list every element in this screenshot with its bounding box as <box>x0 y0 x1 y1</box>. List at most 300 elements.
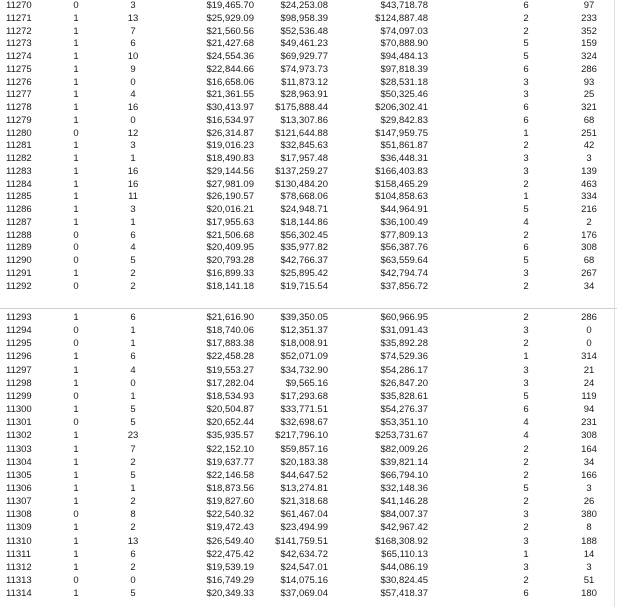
table-cell[interactable]: $13,307.86 <box>280 114 328 126</box>
table-cell[interactable]: 1 <box>130 325 136 337</box>
table-cell[interactable]: 0 <box>73 229 79 241</box>
table-cell[interactable]: 11294 <box>6 325 32 337</box>
table-cell[interactable]: $29,842.83 <box>380 114 428 126</box>
table-cell[interactable]: $18,144.86 <box>280 216 328 228</box>
table-cell[interactable]: 463 <box>581 178 597 190</box>
table-cell[interactable]: 6 <box>523 242 529 254</box>
table-cell[interactable]: $24,547.01 <box>280 561 328 573</box>
table-cell[interactable]: 1 <box>73 51 79 62</box>
table-cell[interactable]: $35,977.82 <box>280 242 328 254</box>
table-cell[interactable]: 3 <box>586 482 592 494</box>
table-cell[interactable]: $121,644.88 <box>275 127 328 139</box>
table-cell[interactable]: 11314 <box>6 588 32 600</box>
table-cell[interactable]: 3 <box>586 153 592 164</box>
table-cell[interactable]: $253,731.67 <box>375 430 428 442</box>
table-cell[interactable]: $137,259.27 <box>275 165 328 177</box>
table-cell[interactable]: $26,314.87 <box>206 127 254 139</box>
table-cell[interactable]: $158,465.29 <box>375 178 428 190</box>
table-cell[interactable]: $26,847.20 <box>380 377 428 389</box>
table-cell[interactable]: 0 <box>586 338 592 350</box>
table-cell[interactable]: $78,668.06 <box>280 191 328 203</box>
table-cell[interactable]: 159 <box>581 38 597 50</box>
table-cell[interactable]: 286 <box>581 63 597 75</box>
table-cell[interactable]: 2 <box>523 496 529 508</box>
table-cell[interactable]: 5 <box>523 204 529 215</box>
table-cell[interactable]: $41,146.28 <box>380 496 428 508</box>
table-cell[interactable]: 6 <box>523 0 529 11</box>
table-cell[interactable]: 8 <box>586 522 592 534</box>
table-cell[interactable]: 4 <box>130 364 136 376</box>
table-cell[interactable]: 11275 <box>6 63 32 75</box>
table-cell[interactable]: 2 <box>130 267 136 279</box>
table-cell[interactable]: 3 <box>130 204 136 215</box>
table-cell[interactable]: $18,873.56 <box>206 482 254 494</box>
table-cell[interactable]: 1 <box>73 351 79 363</box>
table-cell[interactable]: $30,824.45 <box>380 575 428 586</box>
table-cell[interactable]: $39,350.05 <box>280 312 328 323</box>
table-cell[interactable]: 139 <box>581 165 597 177</box>
table-cell[interactable]: $20,016.21 <box>206 204 254 215</box>
table-cell[interactable]: 3 <box>523 509 529 521</box>
table-cell[interactable]: $70,888.90 <box>380 38 428 50</box>
table-cell[interactable]: 1 <box>523 127 529 139</box>
table-cell[interactable]: 11271 <box>6 12 32 24</box>
table-cell[interactable]: 5 <box>130 469 136 481</box>
table-cell[interactable]: 1 <box>73 76 79 88</box>
table-cell[interactable]: 0 <box>130 575 136 586</box>
table-cell[interactable]: 11291 <box>6 267 32 279</box>
table-cell[interactable]: $66,794.10 <box>380 469 428 481</box>
table-cell[interactable]: 11311 <box>6 548 32 560</box>
table-cell[interactable]: 11281 <box>6 140 32 152</box>
table-cell[interactable]: 11274 <box>6 51 32 62</box>
table-cell[interactable]: $44,086.19 <box>380 561 428 573</box>
table-cell[interactable]: $21,616.90 <box>206 312 254 323</box>
table-cell[interactable]: 2 <box>523 522 529 534</box>
table-cell[interactable]: $12,351.37 <box>280 325 328 337</box>
table-cell[interactable]: 8 <box>130 509 136 521</box>
table-cell[interactable]: $26,190.57 <box>206 191 254 203</box>
table-cell[interactable]: 1 <box>73 443 79 455</box>
table-cell[interactable]: 7 <box>130 25 136 37</box>
table-cell[interactable]: 2 <box>523 140 529 152</box>
table-cell[interactable]: 13 <box>127 535 139 547</box>
table-cell[interactable]: 2 <box>130 496 136 508</box>
table-cell[interactable]: 94 <box>583 404 595 416</box>
table-cell[interactable]: $31,091.43 <box>380 325 428 337</box>
table-cell[interactable]: 3 <box>523 561 529 573</box>
table-cell[interactable]: $44,964.91 <box>380 204 428 215</box>
table-cell[interactable]: 1 <box>73 522 79 534</box>
table-cell[interactable]: $124,887.48 <box>375 12 428 24</box>
table-cell[interactable]: 2 <box>523 229 529 241</box>
table-cell[interactable]: 11313 <box>6 575 32 586</box>
table-cell[interactable]: 1 <box>130 216 136 228</box>
table-cell[interactable]: $35,935.57 <box>206 430 254 442</box>
table-cell[interactable]: 324 <box>581 51 597 62</box>
table-cell[interactable]: $16,658.06 <box>206 76 254 88</box>
table-cell[interactable]: 0 <box>130 377 136 389</box>
table-cell[interactable]: $16,899.33 <box>206 267 254 279</box>
table-cell[interactable]: $74,973.73 <box>280 63 328 75</box>
table-cell[interactable]: $22,844.66 <box>206 63 254 75</box>
table-cell[interactable]: $97,818.39 <box>380 63 428 75</box>
table-cell[interactable]: 6 <box>523 63 529 75</box>
table-cell[interactable]: 11303 <box>6 443 32 455</box>
table-cell[interactable]: $37,856.72 <box>380 280 428 292</box>
table-cell[interactable]: 11304 <box>6 456 32 468</box>
table-cell[interactable]: 11273 <box>6 38 32 50</box>
table-cell[interactable]: 1 <box>523 548 529 560</box>
table-cell[interactable]: 0 <box>73 255 79 266</box>
table-cell[interactable]: 1 <box>73 140 79 152</box>
table-cell[interactable]: $21,318.68 <box>280 496 328 508</box>
table-cell[interactable]: $20,793.28 <box>206 255 254 266</box>
table-cell[interactable]: 11277 <box>6 89 32 101</box>
table-cell[interactable]: 2 <box>130 561 136 573</box>
table-cell[interactable]: 2 <box>130 456 136 468</box>
table-cell[interactable]: $18,534.93 <box>206 390 254 402</box>
table-cell[interactable]: 1 <box>73 267 79 279</box>
table-cell[interactable]: 11296 <box>6 351 32 363</box>
table-cell[interactable]: 4 <box>130 89 136 101</box>
table-cell[interactable]: 180 <box>581 588 597 600</box>
table-cell[interactable]: 1 <box>73 38 79 50</box>
table-cell[interactable]: 2 <box>523 280 529 292</box>
table-cell[interactable]: $35,892.28 <box>380 338 428 350</box>
table-cell[interactable]: 0 <box>73 0 79 11</box>
table-cell[interactable]: $50,325.46 <box>380 89 428 101</box>
table-cell[interactable]: $19,472.43 <box>206 522 254 534</box>
table-cell[interactable]: 1 <box>73 178 79 190</box>
table-cell[interactable]: $22,458.28 <box>206 351 254 363</box>
table-cell[interactable]: $52,536.48 <box>280 25 328 37</box>
table-cell[interactable]: $16,534.97 <box>206 114 254 126</box>
table-cell[interactable]: $19,539.19 <box>206 561 254 573</box>
table-cell[interactable]: 11295 <box>6 338 32 350</box>
table-cell[interactable]: $17,293.68 <box>280 390 328 402</box>
table-cell[interactable]: 6 <box>130 229 136 241</box>
table-cell[interactable]: 11292 <box>6 280 32 292</box>
table-cell[interactable]: 0 <box>73 338 79 350</box>
table-cell[interactable]: 11282 <box>6 153 32 164</box>
table-cell[interactable]: 1 <box>73 456 79 468</box>
table-cell[interactable]: 11309 <box>6 522 32 534</box>
table-cell[interactable]: 13 <box>127 12 139 24</box>
table-cell[interactable]: $49,461.23 <box>280 38 328 50</box>
table-cell[interactable]: 6 <box>523 588 529 600</box>
table-cell[interactable]: 11279 <box>6 114 32 126</box>
table-cell[interactable]: 314 <box>581 351 597 363</box>
table-cell[interactable]: 10 <box>127 51 139 62</box>
table-cell[interactable]: $28,963.91 <box>280 89 328 101</box>
table-cell[interactable]: 68 <box>583 114 595 126</box>
table-cell[interactable]: 25 <box>583 89 595 101</box>
table-cell[interactable]: 0 <box>130 114 136 126</box>
table-cell[interactable]: $42,634.72 <box>280 548 328 560</box>
table-cell[interactable]: 93 <box>583 76 595 88</box>
table-cell[interactable]: $74,097.03 <box>380 25 428 37</box>
table-cell[interactable]: $13,274.81 <box>280 482 328 494</box>
table-cell[interactable]: $23,494.99 <box>280 522 328 534</box>
table-cell[interactable]: 1 <box>73 430 79 442</box>
table-cell[interactable]: 2 <box>523 12 529 24</box>
table-cell[interactable]: 2 <box>130 522 136 534</box>
table-cell[interactable]: $16,749.29 <box>206 575 254 586</box>
table-cell[interactable]: 3 <box>523 377 529 389</box>
table-cell[interactable]: $19,465.70 <box>206 0 254 11</box>
table-cell[interactable]: 34 <box>583 456 595 468</box>
table-cell[interactable]: $147,959.75 <box>375 127 428 139</box>
table-cell[interactable]: 11284 <box>6 178 32 190</box>
table-cell[interactable]: 11280 <box>6 127 32 139</box>
table-cell[interactable]: $19,637.77 <box>206 456 254 468</box>
table-cell[interactable]: 11288 <box>6 229 32 241</box>
table-cell[interactable]: 11306 <box>6 482 32 494</box>
table-cell[interactable]: $35,828.61 <box>380 390 428 402</box>
table-cell[interactable]: $206,302.41 <box>375 102 428 113</box>
table-cell[interactable]: 24 <box>583 377 595 389</box>
table-cell[interactable]: $82,009.26 <box>380 443 428 455</box>
table-cell[interactable]: 3 <box>523 267 529 279</box>
table-cell[interactable]: 11285 <box>6 191 32 203</box>
table-cell[interactable]: 11297 <box>6 364 32 376</box>
table-cell[interactable]: $54,286.17 <box>380 364 428 376</box>
table-cell[interactable]: $69,929.77 <box>280 51 328 62</box>
table-cell[interactable]: $36,100.49 <box>380 216 428 228</box>
table-cell[interactable]: $52,071.09 <box>280 351 328 363</box>
table-cell[interactable]: 0 <box>73 325 79 337</box>
table-cell[interactable]: $20,652.44 <box>206 417 254 429</box>
table-cell[interactable]: 6 <box>130 351 136 363</box>
table-cell[interactable]: 9 <box>130 63 136 75</box>
table-cell[interactable]: 0 <box>73 417 79 429</box>
table-cell[interactable]: $9,565.16 <box>285 377 328 389</box>
table-cell[interactable]: 3 <box>523 76 529 88</box>
table-cell[interactable]: $168,308.92 <box>375 535 428 547</box>
table-cell[interactable]: 1 <box>73 153 79 164</box>
table-cell[interactable]: $28,531.18 <box>380 76 428 88</box>
table-cell[interactable]: 251 <box>581 127 597 139</box>
table-cell[interactable]: 216 <box>581 204 597 215</box>
table-cell[interactable]: 6 <box>130 312 136 323</box>
table-cell[interactable]: $39,821.14 <box>380 456 428 468</box>
table-cell[interactable]: 1 <box>73 377 79 389</box>
table-cell[interactable]: $19,715.54 <box>280 280 328 292</box>
table-cell[interactable]: 2 <box>130 280 136 292</box>
table-cell[interactable]: 2 <box>523 469 529 481</box>
table-cell[interactable]: $32,148.36 <box>380 482 428 494</box>
table-cell[interactable]: $29,144.56 <box>206 165 254 177</box>
table-cell[interactable]: 3 <box>523 153 529 164</box>
table-cell[interactable]: $32,845.63 <box>280 140 328 152</box>
table-cell[interactable]: 1 <box>73 114 79 126</box>
table-cell[interactable]: 3 <box>523 89 529 101</box>
table-cell[interactable]: 11278 <box>6 102 32 113</box>
table-cell[interactable]: $56,302.45 <box>280 229 328 241</box>
table-cell[interactable]: $94,484.13 <box>380 51 428 62</box>
table-cell[interactable]: 7 <box>130 443 136 455</box>
table-cell[interactable]: 14 <box>583 548 595 560</box>
table-cell[interactable]: $20,504.87 <box>206 404 254 416</box>
table-cell[interactable]: 5 <box>130 404 136 416</box>
table-cell[interactable]: $20,183.38 <box>280 456 328 468</box>
table-cell[interactable]: 1 <box>73 482 79 494</box>
table-cell[interactable]: 5 <box>523 38 529 50</box>
table-cell[interactable]: 4 <box>523 417 529 429</box>
table-cell[interactable]: 176 <box>581 229 597 241</box>
table-cell[interactable]: 1 <box>73 165 79 177</box>
table-cell[interactable]: 11289 <box>6 242 32 254</box>
table-cell[interactable]: 11293 <box>6 312 32 323</box>
table-cell[interactable]: 51 <box>583 575 595 586</box>
table-cell[interactable]: 6 <box>523 102 529 113</box>
table-cell[interactable]: 11307 <box>6 496 32 508</box>
table-cell[interactable]: 1 <box>73 364 79 376</box>
table-cell[interactable]: $18,008.91 <box>280 338 328 350</box>
table-cell[interactable]: 231 <box>581 417 597 429</box>
table-cell[interactable]: 267 <box>581 267 597 279</box>
table-cell[interactable]: 1 <box>73 89 79 101</box>
table-cell[interactable]: $74,529.36 <box>380 351 428 363</box>
table-cell[interactable]: $42,967.42 <box>380 522 428 534</box>
table-cell[interactable]: $24,948.71 <box>280 204 328 215</box>
table-cell[interactable]: 11298 <box>6 377 32 389</box>
table-cell[interactable]: $57,418.37 <box>380 588 428 600</box>
table-cell[interactable]: $54,276.37 <box>380 404 428 416</box>
table-cell[interactable]: 1 <box>73 312 79 323</box>
table-cell[interactable]: $43,718.78 <box>380 0 428 11</box>
table-cell[interactable]: $17,957.48 <box>280 153 328 164</box>
table-cell[interactable]: 0 <box>73 575 79 586</box>
table-cell[interactable]: 6 <box>130 38 136 50</box>
table-cell[interactable]: 1 <box>130 482 136 494</box>
table-cell[interactable]: $63,559.64 <box>380 255 428 266</box>
table-cell[interactable]: 2 <box>523 338 529 350</box>
table-cell[interactable]: 1 <box>73 404 79 416</box>
table-cell[interactable]: 1 <box>73 496 79 508</box>
table-cell[interactable]: 0 <box>73 242 79 254</box>
table-cell[interactable]: 5 <box>523 482 529 494</box>
table-cell[interactable]: $42,794.74 <box>380 267 428 279</box>
table-cell[interactable]: 6 <box>523 114 529 126</box>
table-cell[interactable]: 5 <box>130 255 136 266</box>
table-cell[interactable]: $30,413.97 <box>206 102 254 113</box>
table-cell[interactable]: 5 <box>130 417 136 429</box>
table-cell[interactable]: $19,553.27 <box>206 364 254 376</box>
table-cell[interactable]: 11283 <box>6 165 32 177</box>
table-cell[interactable]: 68 <box>583 255 595 266</box>
table-cell[interactable]: $24,554.36 <box>206 51 254 62</box>
table-cell[interactable]: 5 <box>523 390 529 402</box>
table-cell[interactable]: $19,827.60 <box>206 496 254 508</box>
table-cell[interactable]: $175,888.44 <box>275 102 328 113</box>
table-cell[interactable]: 3 <box>586 561 592 573</box>
table-cell[interactable]: 0 <box>73 127 79 139</box>
table-cell[interactable]: 334 <box>581 191 597 203</box>
table-cell[interactable]: 11302 <box>6 430 32 442</box>
table-cell[interactable]: 2 <box>523 456 529 468</box>
table-cell[interactable]: 1 <box>130 338 136 350</box>
table-cell[interactable]: $60,966.95 <box>380 312 428 323</box>
table-cell[interactable]: 11276 <box>6 76 32 88</box>
table-cell[interactable]: $21,427.68 <box>206 38 254 50</box>
table-cell[interactable]: 11301 <box>6 417 32 429</box>
table-cell[interactable]: 308 <box>581 430 597 442</box>
table-cell[interactable]: 352 <box>581 25 597 37</box>
table-cell[interactable]: 26 <box>583 496 595 508</box>
table-cell[interactable]: $42,766.37 <box>280 255 328 266</box>
table-cell[interactable]: 23 <box>127 430 139 442</box>
table-cell[interactable]: 233 <box>581 12 597 24</box>
table-cell[interactable]: $166,403.83 <box>375 165 428 177</box>
table-cell[interactable]: 11272 <box>6 25 32 37</box>
table-cell[interactable]: $21,560.56 <box>206 25 254 37</box>
table-cell[interactable]: 0 <box>130 76 136 88</box>
table-cell[interactable]: $17,883.38 <box>206 338 254 350</box>
table-cell[interactable]: 3 <box>130 0 136 11</box>
table-cell[interactable]: $22,475.42 <box>206 548 254 560</box>
table-cell[interactable]: $141,759.51 <box>275 535 328 547</box>
table-cell[interactable]: 380 <box>581 509 597 521</box>
table-cell[interactable]: 119 <box>581 390 597 402</box>
table-cell[interactable]: 0 <box>73 390 79 402</box>
table-cell[interactable]: 21 <box>583 364 595 376</box>
table-cell[interactable]: $104,858.63 <box>375 191 428 203</box>
table-cell[interactable]: 286 <box>581 312 597 323</box>
table-cell[interactable]: 3 <box>130 140 136 152</box>
table-cell[interactable]: $34,732.90 <box>280 364 328 376</box>
table-cell[interactable]: $56,387.76 <box>380 242 428 254</box>
table-cell[interactable]: $77,809.13 <box>380 229 428 241</box>
table-cell[interactable]: 5 <box>523 255 529 266</box>
table-cell[interactable]: $18,490.83 <box>206 153 254 164</box>
table-cell[interactable]: $20,409.95 <box>206 242 254 254</box>
table-cell[interactable]: 1 <box>523 351 529 363</box>
table-cell[interactable]: 3 <box>523 535 529 547</box>
table-cell[interactable]: 34 <box>583 280 595 292</box>
table-cell[interactable]: $98,958.39 <box>280 12 328 24</box>
table-cell[interactable]: $36,448.31 <box>380 153 428 164</box>
table-cell[interactable]: 11286 <box>6 204 32 215</box>
table-cell[interactable]: $18,740.06 <box>206 325 254 337</box>
table-cell[interactable]: $19,016.23 <box>206 140 254 152</box>
table-cell[interactable]: 2 <box>523 178 529 190</box>
table-cell[interactable]: $27,981.09 <box>206 178 254 190</box>
table-cell[interactable]: 4 <box>523 216 529 228</box>
table-cell[interactable]: 1 <box>73 588 79 600</box>
table-cell[interactable]: 97 <box>583 0 595 11</box>
table-cell[interactable]: 1 <box>73 561 79 573</box>
table-cell[interactable]: $17,282.04 <box>206 377 254 389</box>
table-cell[interactable]: 1 <box>73 102 79 113</box>
table-cell[interactable]: $22,540.32 <box>206 509 254 521</box>
table-cell[interactable]: 6 <box>523 404 529 416</box>
table-cell[interactable]: 0 <box>586 325 592 337</box>
table-cell[interactable]: 308 <box>581 242 597 254</box>
table-cell[interactable]: 11290 <box>6 255 32 266</box>
table-cell[interactable]: $22,146.58 <box>206 469 254 481</box>
table-cell[interactable]: 1 <box>130 153 136 164</box>
table-cell[interactable]: $44,647.52 <box>280 469 328 481</box>
table-cell[interactable]: $20,349.33 <box>206 588 254 600</box>
table-cell[interactable]: $11,873.12 <box>281 76 328 88</box>
table-cell[interactable]: 6 <box>130 548 136 560</box>
table-cell[interactable]: 1 <box>73 469 79 481</box>
table-cell[interactable]: 11310 <box>6 535 32 547</box>
table-cell[interactable]: 42 <box>583 140 595 152</box>
table-cell[interactable]: $25,895.42 <box>280 267 328 279</box>
